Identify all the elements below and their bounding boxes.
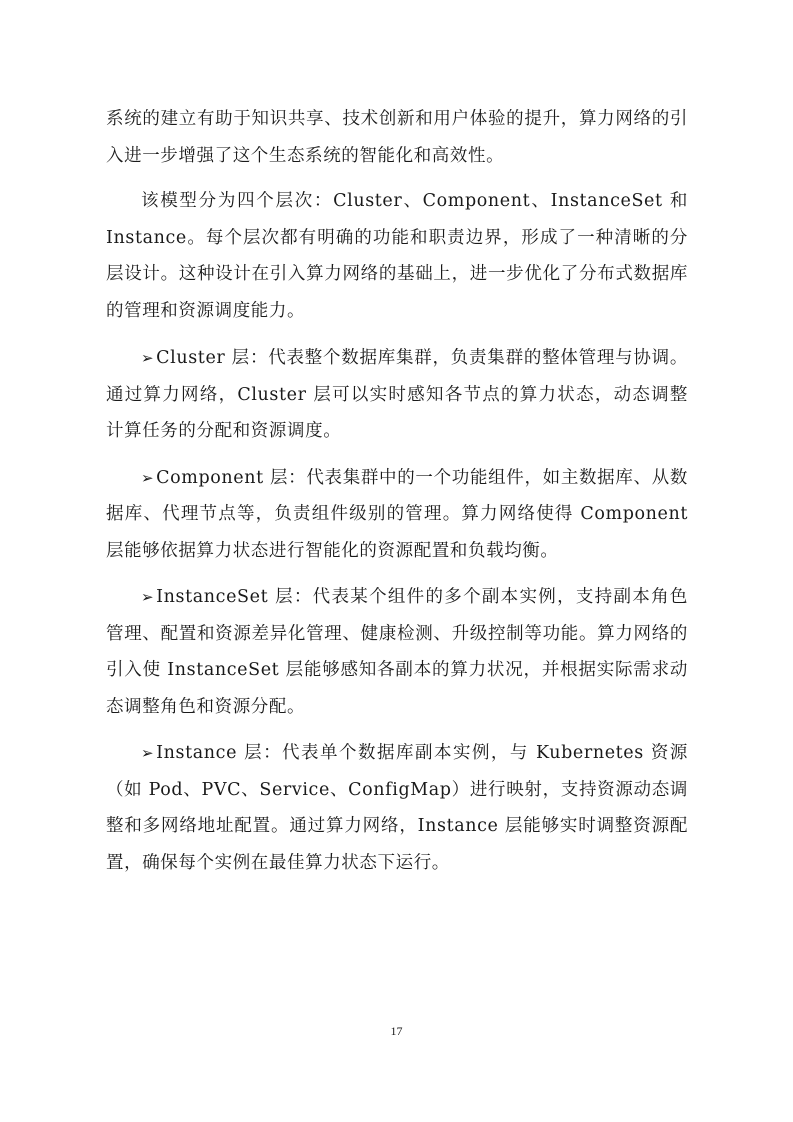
- arrow-bullet-icon: ➢: [141, 349, 155, 367]
- arrow-bullet-icon: ➢: [141, 744, 155, 762]
- body-text: [106, 101, 688, 881]
- bullet-text: InstanceSet 层：代表某个组件的多个副本实例，支持副本角色管理、配置和资源差异化管理、健康检测、升级控制等功能。算力网络的引入使 InstanceSet 层能够感知各副本的算力状况，并根据实际需求动态调整角色和资源分配。: [106, 587, 688, 717]
- arrow-bullet-icon: ➢: [141, 588, 155, 606]
- bullet-item-component: [106, 460, 688, 570]
- page-number: 17: [390, 1024, 403, 1038]
- bullet-item-cluster: [106, 340, 688, 450]
- bullet-text: Instance 层：代表单个数据库副本实例，与 Kubernetes 资源（如 Pod、PVC、Service、ConfigMap）进行映射，支持资源动态调整和多网络地址配置。通过算力网络，Instance 层能够实时调整资源配置，确保每个实例在最佳算力状态下运行。: [106, 743, 688, 873]
- paragraph-text: 该模型分为四个层次：Cluster、Component、InstanceSet 和 Instance。每个层次都有明确的功能和职责边界，形成了一种清晰的分层设计。这种设计在引入算力网络的基础上，进一步优化了分布式数据库的管理和资源调度能力。: [106, 191, 688, 321]
- bullet-text: Component 层：代表集群中的一个功能组件，如主数据库、从数据库、代理节点等，负责组件级别的管理。算力网络使得 Component 层能够依据算力状态进行智能化的资源配置和负载均衡。: [106, 467, 688, 561]
- bullet-text: Cluster 层：代表整个数据库集群，负责集群的整体管理与协调。通过算力网络，Cluster 层可以实时感知各节点的算力状态，动态调整计算任务的分配和资源调度。: [106, 348, 688, 441]
- paragraph-continuation: [106, 101, 688, 174]
- bullet-item-instance: [106, 735, 688, 881]
- paragraph-model-layers-intro: [106, 183, 688, 329]
- bullet-item-instanceset: [106, 579, 688, 725]
- arrow-bullet-icon: ➢: [141, 468, 155, 487]
- paragraph-text: 系统的建立有助于知识共享、技术创新和用户体验的提升，算力网络的引入进一步增强了这个生态系统的智能化和高效性。: [106, 109, 688, 166]
